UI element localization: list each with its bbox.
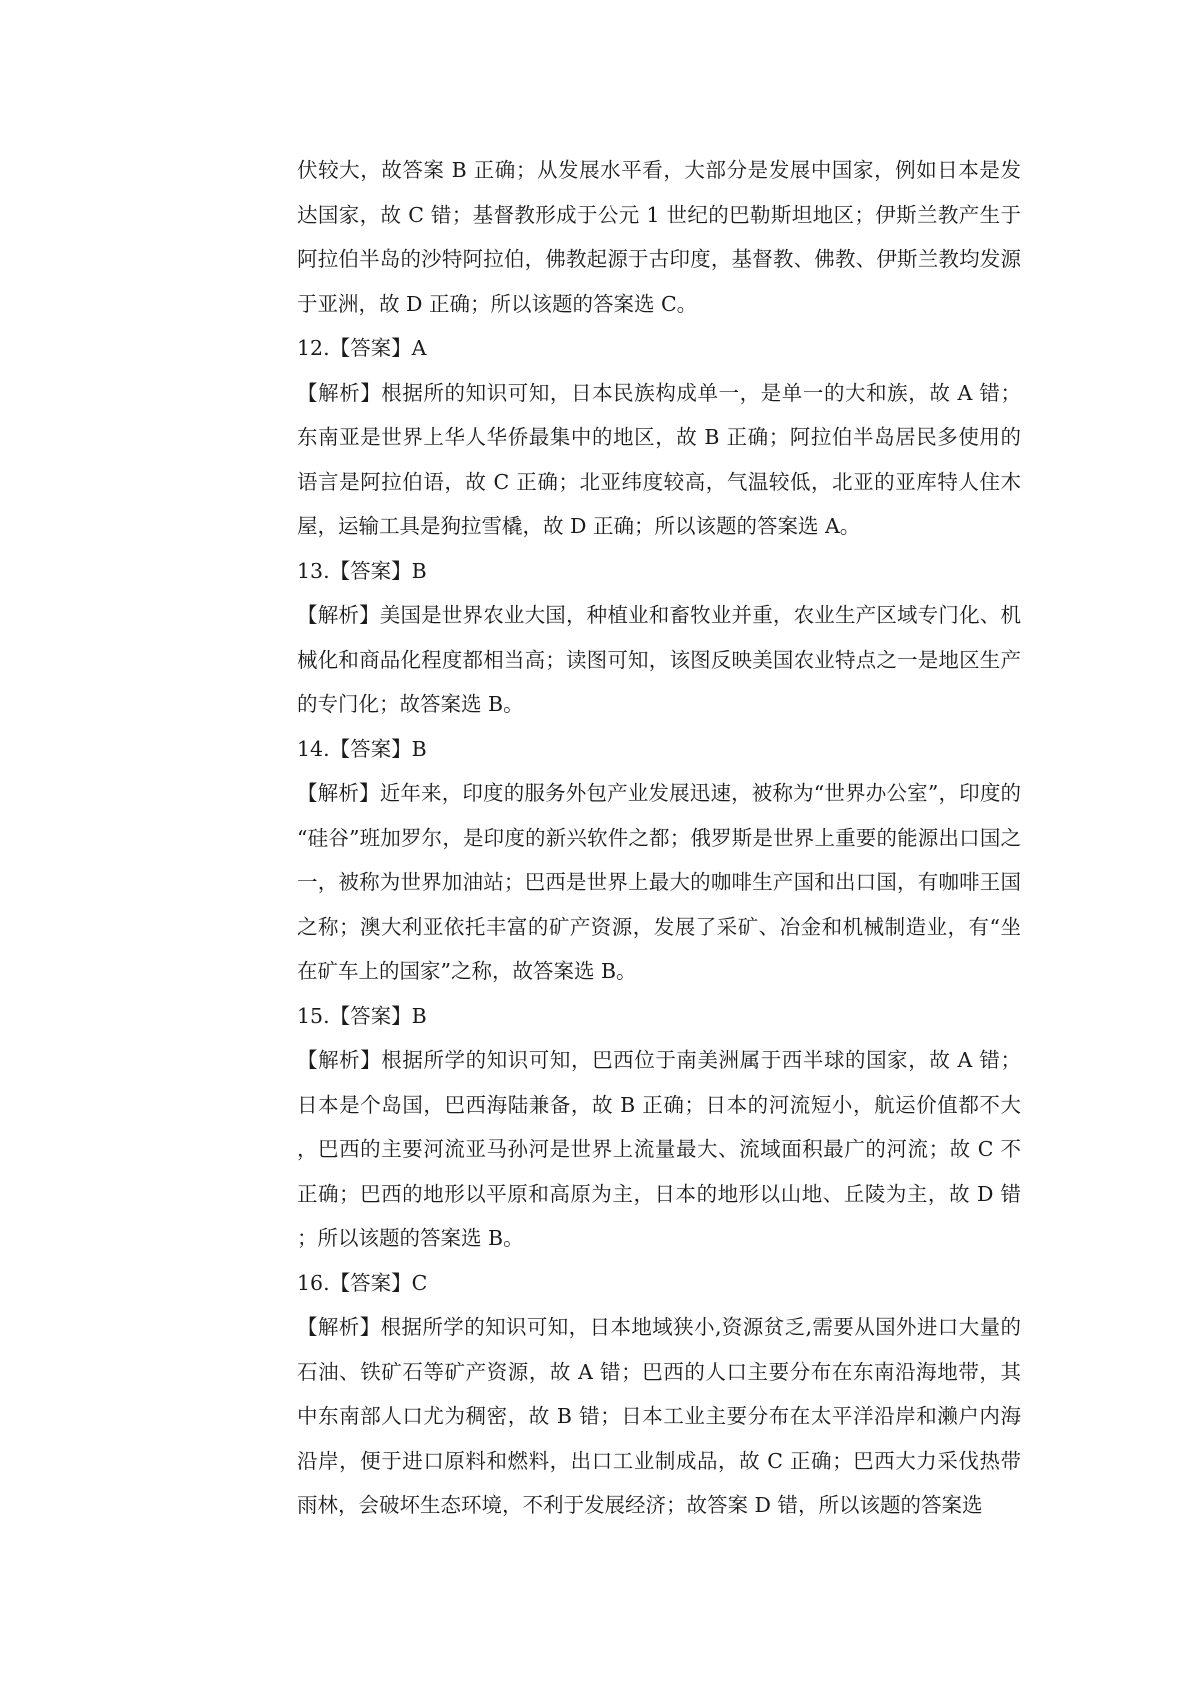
answer-heading-12: 12.【答案】A (297, 336, 427, 360)
analysis-paragraph-16: 【解析】根据所学的知识可知，日本地域狭小,资源贫乏,需要从国外进口大量的石油、铁矿石等矿产资源，故 A 错；巴西的人口主要分布在东南沿海地带，其中东南部人口尤为稠密，故 B 错；日本工业主要分布在太平洋沿岸和濑户内海沿岸，便于进口原料和燃料，出口工业制成品，故 C 正确；巴西大力采伐热带雨林，会破坏生态环境，不利于发展经济；故答案 D 错，所以该题的答案选 (297, 1315, 1021, 1517)
analysis-paragraph-15: 【解析】根据所学的知识可知，巴西位于南美洲属于西半球的国家，故 A 错；日本是个岛国，巴西海陆兼备，故 B 正确；日本的河流短小，航运价值都不大，巴西的主要河流亚马孙河是世界上流量最大、流域面积最广的河流；故 C 不正确；巴西的地形以平原和高原为主，日本的地形以山地、丘陵为主，故 D 错；所以该题的答案选 B。 (297, 1048, 1021, 1250)
answer-heading-16: 16.【答案】C (297, 1270, 428, 1295)
answer-heading-14: 14.【答案】B (297, 736, 427, 761)
answer-heading-15: 15.【答案】B (297, 1003, 427, 1028)
answer-heading-13: 13.【答案】B (297, 558, 427, 583)
analysis-paragraph-12: 【解析】根据所的知识可知，日本民族构成单一，是单一的大和族，故 A 错；东南亚是世界上华人华侨最集中的地区，故 B 正确；阿拉伯半岛居民多使用的语言是阿拉伯语，故 C 正确；北亚纬度较高，气温较低，北亚的亚库特人住木屋，运输工具是狗拉雪橇，故 D 正确；所以该题的答案选 A。 (297, 380, 1021, 538)
analysis-paragraph-13: 【解析】美国是世界农业大国，种植业和畜牧业并重，农业生产区域专门化、机械化和商品化程度都相当高；读图可知，该图反映美国农业特点之一是地区生产的专门化；故答案选 B。 (297, 603, 1021, 716)
analysis-paragraph-11-continued: 伏较大，故答案 B 正确；从发展水平看，大部分是发展中国家，例如日本是发达国家，故 C 错；基督教形成于公元 1 世纪的巴勒斯坦地区；伊斯兰教产生于阿拉伯半岛的沙特阿拉伯，佛教起源于古印度，基督教、佛教、伊斯兰教均发源于亚洲，故 D 正确；所以该题的答案选 C。 (297, 158, 1021, 316)
analysis-paragraph-14: 【解析】近年来，印度的服务外包产业发展迅速，被称为“世界办公室”，印度的“硅谷”班加罗尔，是印度的新兴软件之都；俄罗斯是世界上重要的能源出口国之一，被称为世界加油站；巴西是世界上最大的咖啡生产国和出口国，有咖啡王国之称；澳大利亚依托丰富的矿产资源，发展了采矿、冶金和机械制造业，有“坐在矿车上的国家”之称，故答案选 B。 (297, 781, 1021, 983)
answer-analysis-text (297, 148, 1021, 1528)
